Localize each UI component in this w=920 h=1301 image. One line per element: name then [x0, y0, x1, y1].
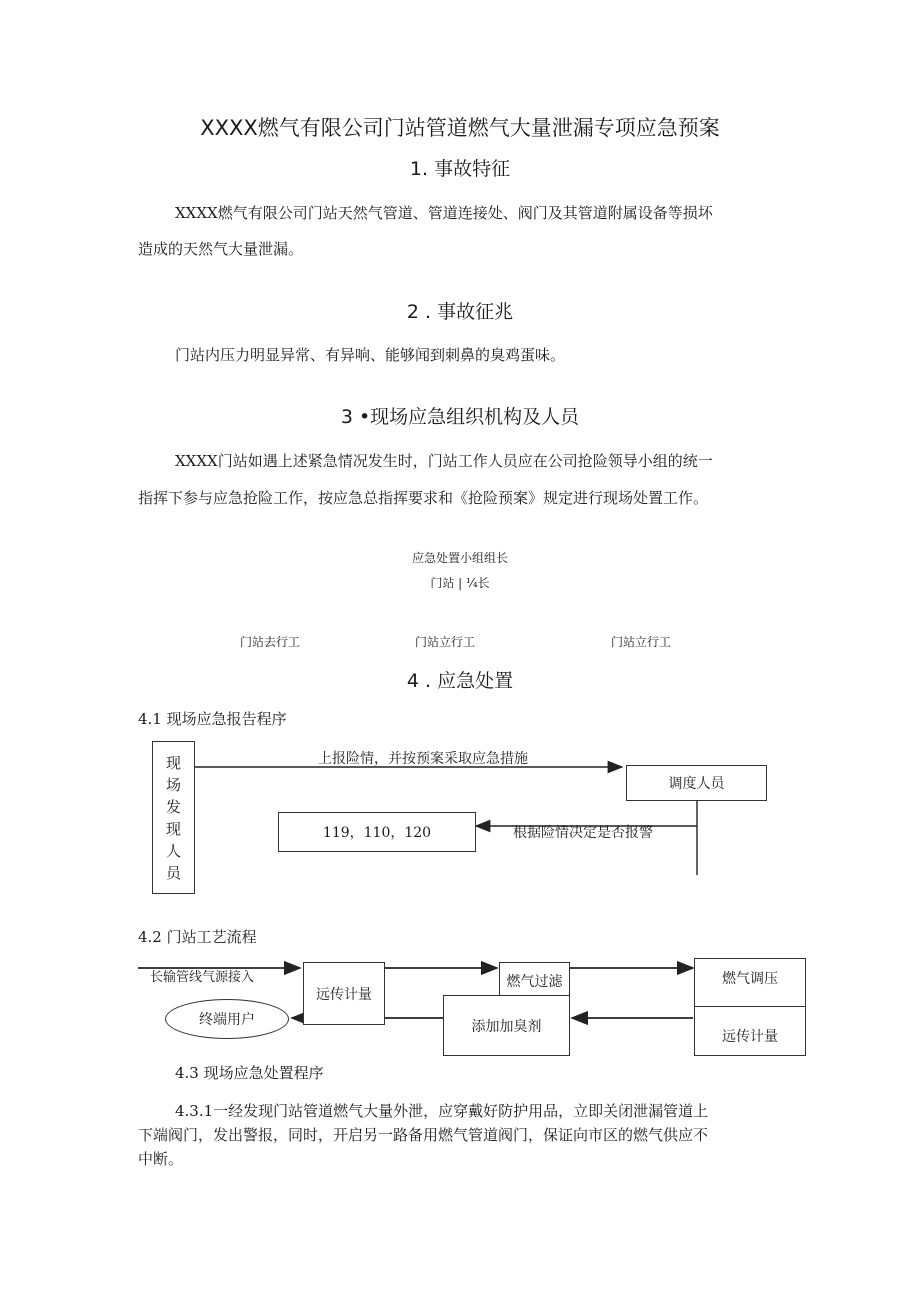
finder-char: 员 [165, 863, 181, 882]
finder-char: 场 [165, 775, 181, 794]
section-3-para-line2: 指挥下参与应急抢险工作，按应急总指挥要求和《抢险预案》规定进行现场处置工作。 [138, 489, 709, 507]
flow-source-label: 长输管线气源接入 [150, 970, 255, 985]
org-leader: 应急处置小组组长 [411, 551, 508, 565]
flow-metering-2-label: 远传计量 [722, 1028, 778, 1045]
section-1-para-line2: 造成的天然气大量泄漏。 [138, 240, 304, 258]
report-arrow1-label: 上报险情，并按预案采取应急措施 [318, 751, 528, 767]
section-1-heading: 1. 事故特征 [409, 158, 511, 180]
document-title: XXXX燃气有限公司门站管道燃气大量泄漏专项应急预案 [200, 116, 720, 140]
flow-filter-box: 燃气过滤 [499, 962, 570, 1010]
flow-metering-box-1: 远传计量 [303, 962, 385, 1025]
finder-char: 现 [165, 753, 181, 772]
org-member-3: 门站立行工 [611, 635, 672, 649]
para-4-3-1-line2: 下端阀门，发出警报，同时，开启另一路备用燃气管道阀门，保证向市区的燃气供应不 [138, 1126, 709, 1144]
finder-char: 现 [165, 819, 181, 838]
org-member-2: 门站立行工 [415, 635, 476, 649]
org-station: 门站 | ¼长 [430, 576, 490, 590]
subsection-4-1: 4.1 现场应急报告程序 [138, 710, 287, 728]
section-1-para-line1: XXXX燃气有限公司门站天然气管道、管道连接处、阀门及其管道附属设备等损坏 [175, 204, 713, 222]
flow-regulator-label: 燃气调压 [722, 971, 778, 988]
dispatcher-box: 调度人员 [626, 765, 767, 801]
flow-regulator-divider [695, 1006, 805, 1007]
finder-char: 人 [165, 841, 181, 860]
subsection-4-3: 4.3 现场应急处置程序 [175, 1064, 324, 1082]
flow-odorizer-box: 添加加臭剂 [443, 995, 570, 1056]
finder-char: 发 [165, 797, 181, 816]
flow-end-user-ellipse: 终端用户 [165, 999, 289, 1039]
org-member-1: 门站去行工 [240, 635, 301, 649]
section-3-para-line1: XXXX门站如遇上述紧急情况发生时，门站工作人员应在公司抢险领导小组的统一 [175, 452, 713, 470]
para-4-3-1-line1: 4.3.1一经发现门站管道燃气大量外泄，应穿戴好防护用品，立即关闭泄漏管道上 [175, 1102, 709, 1120]
section-2-heading: 2 . 事故征兆 [406, 301, 514, 323]
report-arrow2-label: 根据险情决定是否报警 [513, 825, 653, 841]
para-4-3-1-line3: 中断。 [138, 1150, 184, 1168]
flow-regulator-group [694, 958, 806, 1056]
finder-box [152, 741, 195, 894]
emergency-numbers-box: 119，110，120 [278, 812, 476, 852]
section-2-para: 门站内压力明显异常、有异响、能够闻到刺鼻的臭鸡蛋味。 [175, 346, 566, 364]
subsection-4-2: 4.2 门站工艺流程 [138, 928, 257, 946]
section-3-heading: 3 •现场应急组织机构及人员 [340, 406, 580, 428]
section-4-heading: 4 . 应急处置 [406, 670, 514, 692]
